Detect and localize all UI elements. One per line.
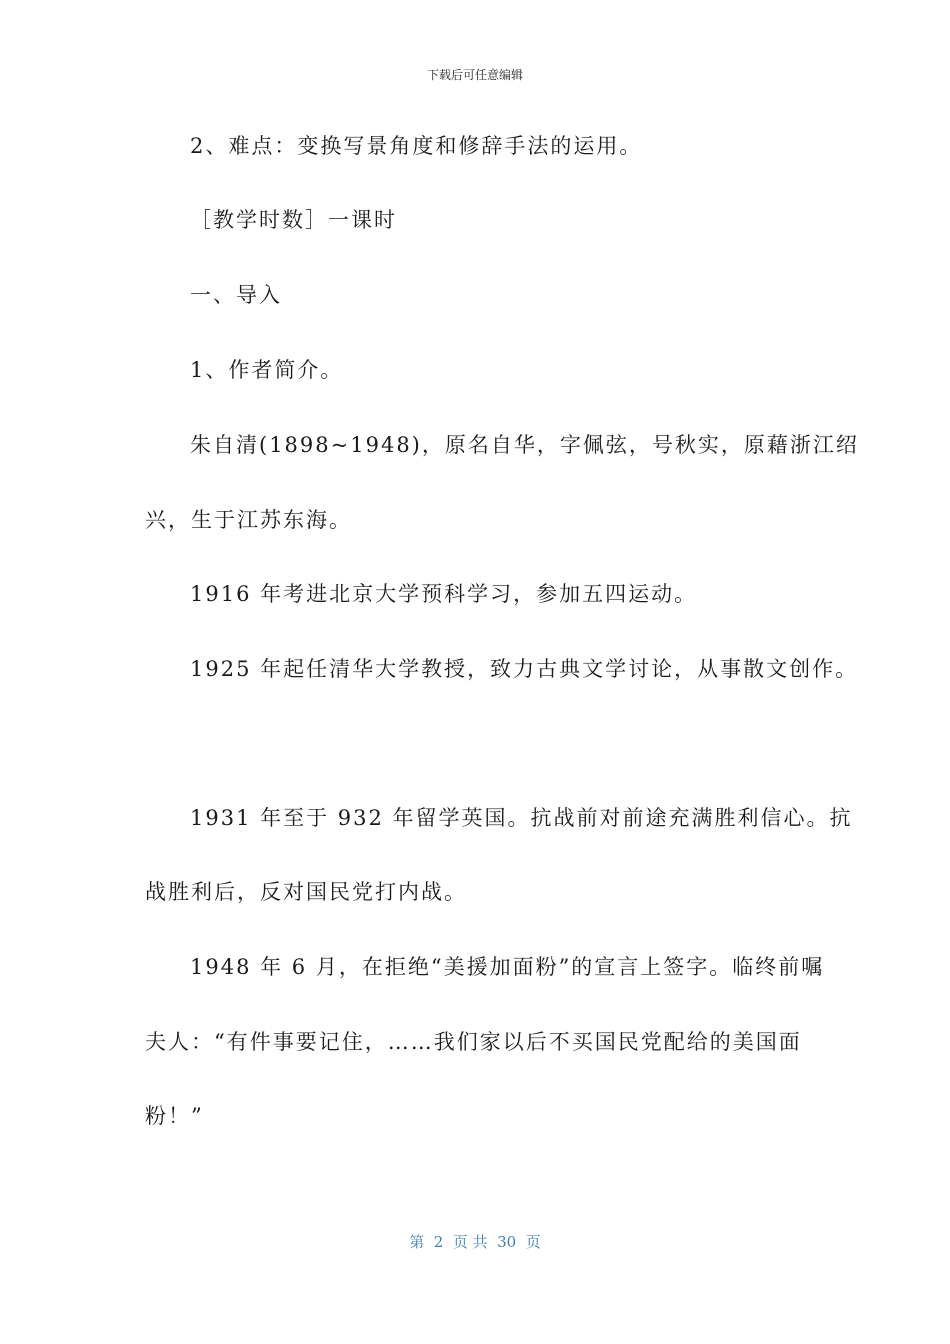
paragraph-line: 2、难点：变换写景角度和修辞手法的运用。 xyxy=(190,134,643,158)
paragraph-line: 夫人：“有件事要记住，……我们家以后不买国民党配给的美国面 xyxy=(145,1030,802,1054)
paragraph-line: 粉！” xyxy=(145,1104,204,1128)
paragraph-line: 1916 年考进北京大学预科学习，参加五四运动。 xyxy=(190,582,698,606)
page-number: 第 2 页 共 30 页 xyxy=(409,1233,541,1251)
paragraph-line: ［教学时数］一课时 xyxy=(190,208,397,232)
paragraph-line: 一、导入 xyxy=(190,283,282,307)
paragraph-line: 朱自清(1898~1948)，原名自华，字佩弦，号秋实，原藉浙江绍 xyxy=(190,433,859,457)
header-note: 下载后可任意编辑 xyxy=(426,68,523,82)
paragraph-line: 1948 年 6 月，在拒绝“美援加面粉”的宣言上签字。临终前嘱 xyxy=(190,955,825,979)
paragraph-line: 战胜利后，反对国民党打内战。 xyxy=(145,880,467,904)
paragraph-line: 1931 年至于 932 年留学英国。抗战前对前途充满胜利信心。抗 xyxy=(190,806,853,830)
paragraph-line: 1、作者简介。 xyxy=(190,358,344,382)
paragraph-line: 1925 年起任清华大学教授，致力古典文学讨论，从事散文创作。 xyxy=(190,657,859,681)
paragraph-line: 兴，生于江苏东海。 xyxy=(145,508,352,532)
